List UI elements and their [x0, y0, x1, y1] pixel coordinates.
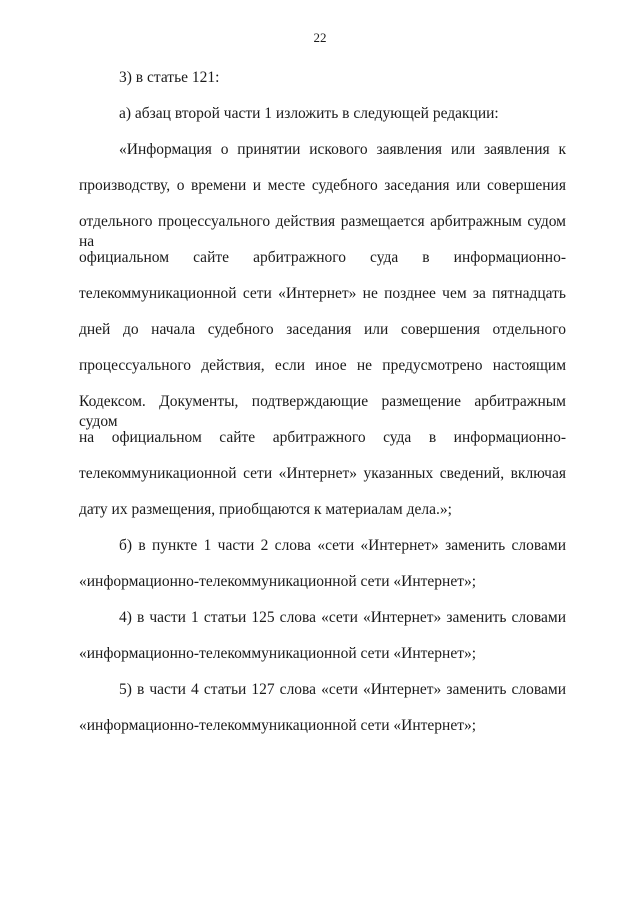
quote-line: производству, о времени и месте судебного заседания или совершения	[79, 177, 566, 194]
item-4-line-last: «информационно-телекоммуникационной сети «Интернет»;	[79, 645, 477, 662]
page-number: 22	[313, 30, 327, 45]
quote-line-last: дату их размещения, приобщаются к материалам дела.»;	[79, 501, 452, 518]
item-b-line: б) в пункте 1 части 2 слова «сети «Интернет» заменить словами	[119, 537, 566, 554]
item-5-line-last: «информационно-телекоммуникационной сети «Интернет»;	[79, 717, 477, 734]
quote-line: процессуального действия, если иное не предусмотрено настоящим	[79, 357, 566, 374]
item-b-line-last: «информационно-телекоммуникационной сети «Интернет»;	[79, 573, 477, 590]
item-3-heading: 3) в статье 121:	[119, 69, 220, 86]
quote-line: Кодексом. Документы, подтверждающие размещение арбитражным судом	[79, 393, 566, 430]
quote-line: на официальном сайте арбитражного суда в информационно-	[79, 429, 566, 446]
quote-line: дней до начала судебного заседания или совершения отдельного	[79, 321, 566, 338]
quote-line: телекоммуникационной сети «Интернет» указанных сведений, включая	[79, 465, 566, 482]
item-5-line: 5) в части 4 статьи 127 слова «сети «Интернет» заменить словами	[119, 681, 566, 698]
quote-line: официальном сайте арбитражного суда в информационно-	[79, 249, 566, 266]
item-a-heading: а) абзац второй части 1 изложить в следующей редакции:	[119, 105, 499, 122]
quote-line: «Информация о принятии искового заявления или заявления к	[119, 141, 566, 158]
quote-line: телекоммуникационной сети «Интернет» не позднее чем за пятнадцать	[79, 285, 566, 302]
item-4-line: 4) в части 1 статьи 125 слова «сети «Интернет» заменить словами	[119, 609, 566, 626]
quote-line: отдельного процессуального действия размещается арбитражным судом на	[79, 213, 566, 250]
